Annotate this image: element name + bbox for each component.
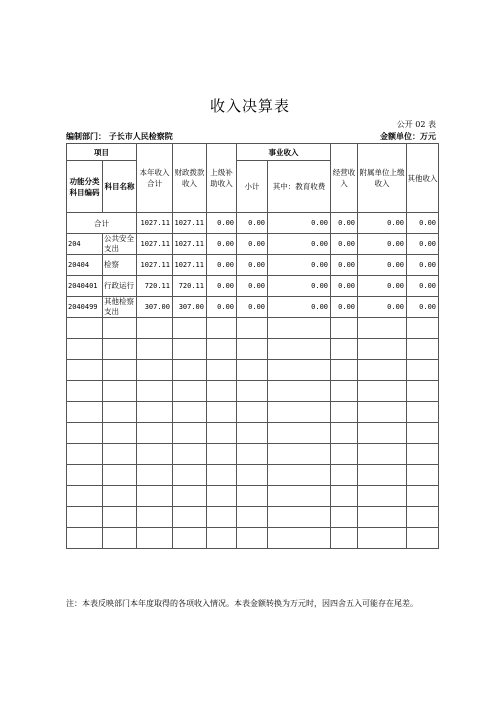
empty-cell — [137, 423, 173, 444]
amount-cell: 0.00 — [331, 234, 358, 255]
empty-cell — [103, 318, 137, 339]
empty-cell — [407, 360, 439, 381]
form-code: 公开 02 表 — [396, 120, 436, 129]
empty-cell — [331, 360, 358, 381]
empty-cell — [67, 381, 103, 402]
empty-cell — [358, 381, 407, 402]
table-title: 收入决算表 — [209, 97, 290, 115]
empty-cell — [207, 444, 237, 465]
amount-cell: 0.00 — [407, 234, 439, 255]
empty-cell — [67, 528, 103, 549]
amount-cell: 0.00 — [207, 255, 237, 276]
amount-unit: 金额单位：万元 — [380, 131, 436, 141]
empty-cell — [268, 528, 331, 549]
empty-cell — [173, 381, 207, 402]
empty-cell — [67, 318, 103, 339]
total-row — [67, 213, 439, 234]
department-line — [66, 131, 173, 142]
empty-cell — [173, 528, 207, 549]
empty-row — [67, 381, 439, 402]
header-education-fee: 其中：教育收费 — [268, 161, 331, 213]
header-project: 项目 — [67, 144, 137, 161]
empty-cell — [407, 507, 439, 528]
empty-cell — [103, 507, 137, 528]
empty-cell — [358, 507, 407, 528]
total-label: 合计 — [67, 213, 137, 234]
header-other-income: 其他收入 — [407, 144, 439, 213]
empty-cell — [173, 465, 207, 486]
empty-cell — [137, 402, 173, 423]
table-row — [67, 297, 439, 318]
empty-row — [67, 360, 439, 381]
header-fiscal-income: 财政拨款收入 — [173, 144, 207, 213]
empty-cell — [237, 507, 268, 528]
empty-cell — [137, 381, 173, 402]
empty-cell — [268, 423, 331, 444]
empty-cell — [137, 465, 173, 486]
subject-name-cell: 行政运行 — [103, 276, 137, 297]
empty-cell — [268, 339, 331, 360]
empty-cell — [268, 402, 331, 423]
empty-cell — [103, 465, 137, 486]
total-cell: 0.00 — [268, 213, 331, 234]
empty-cell — [331, 528, 358, 549]
empty-cell — [331, 486, 358, 507]
empty-cell — [67, 360, 103, 381]
empty-cell — [237, 318, 268, 339]
empty-cell — [358, 528, 407, 549]
empty-cell — [67, 507, 103, 528]
empty-cell — [237, 360, 268, 381]
func-code-cell: 20404 — [67, 255, 103, 276]
empty-cell — [407, 423, 439, 444]
empty-cell — [173, 486, 207, 507]
empty-cell — [67, 423, 103, 444]
footnote: 注：本表反映部门本年度取得的各项收入情况。本表金额转换为万元时，因四舍五入可能存在尾差。 — [66, 599, 418, 608]
empty-cell — [331, 507, 358, 528]
empty-cell — [207, 318, 237, 339]
empty-cell — [358, 339, 407, 360]
amount-cell: 0.00 — [237, 255, 268, 276]
empty-cell — [358, 465, 407, 486]
func-code-cell: 2040499 — [67, 297, 103, 318]
header-total-income: 本年收入合计 — [137, 144, 173, 213]
header-operating-income: 经营收入 — [331, 144, 358, 213]
amount-cell: 1027.11 — [173, 255, 207, 276]
empty-cell — [407, 339, 439, 360]
empty-row — [67, 465, 439, 486]
empty-cell — [67, 465, 103, 486]
amount-cell: 1027.11 — [137, 255, 173, 276]
empty-cell — [207, 381, 237, 402]
amount-cell: 0.00 — [358, 255, 407, 276]
empty-cell — [103, 339, 137, 360]
empty-cell — [103, 381, 137, 402]
empty-row — [67, 423, 439, 444]
empty-cell — [207, 339, 237, 360]
header-superior-subsidy: 上级补助收入 — [207, 144, 237, 213]
total-cell: 0.00 — [331, 213, 358, 234]
amount-cell: 0.00 — [268, 234, 331, 255]
empty-cell — [67, 339, 103, 360]
empty-cell — [67, 486, 103, 507]
empty-cell — [67, 444, 103, 465]
header-func-code: 功能分类科目编码 — [67, 161, 103, 213]
amount-cell: 1027.11 — [137, 234, 173, 255]
amount-cell: 1027.11 — [173, 234, 207, 255]
amount-cell: 0.00 — [207, 276, 237, 297]
empty-cell — [268, 318, 331, 339]
amount-cell: 0.00 — [237, 276, 268, 297]
empty-cell — [103, 528, 137, 549]
empty-row — [67, 444, 439, 465]
empty-cell — [407, 528, 439, 549]
amount-cell: 0.00 — [358, 276, 407, 297]
amount-cell: 0.00 — [331, 276, 358, 297]
empty-cell — [268, 465, 331, 486]
amount-cell: 0.00 — [268, 255, 331, 276]
amount-cell: 0.00 — [268, 297, 331, 318]
empty-cell — [237, 528, 268, 549]
empty-cell — [207, 360, 237, 381]
empty-cell — [358, 486, 407, 507]
empty-cell — [207, 423, 237, 444]
empty-cell — [407, 318, 439, 339]
empty-cell — [237, 402, 268, 423]
empty-cell — [358, 318, 407, 339]
empty-cell — [358, 423, 407, 444]
amount-cell: 720.11 — [173, 276, 207, 297]
table-row — [67, 255, 439, 276]
table-row — [67, 276, 439, 297]
empty-cell — [358, 444, 407, 465]
empty-row — [67, 339, 439, 360]
empty-cell — [407, 465, 439, 486]
func-code-cell: 2040401 — [67, 276, 103, 297]
header-affiliated-income: 附属单位上缴收入 — [358, 144, 407, 213]
header-subtotal: 小计 — [237, 161, 268, 213]
empty-cell — [268, 507, 331, 528]
amount-cell: 0.00 — [407, 255, 439, 276]
empty-cell — [137, 507, 173, 528]
amount-cell: 0.00 — [268, 276, 331, 297]
amount-cell: 720.11 — [137, 276, 173, 297]
empty-row — [67, 528, 439, 549]
empty-cell — [358, 402, 407, 423]
subject-name-cell: 检察 — [103, 255, 137, 276]
amount-cell: 307.00 — [137, 297, 173, 318]
amount-cell: 0.00 — [358, 297, 407, 318]
empty-cell — [173, 507, 207, 528]
empty-cell — [237, 444, 268, 465]
table-row — [67, 234, 439, 255]
empty-cell — [331, 381, 358, 402]
func-code-cell: 204 — [67, 234, 103, 255]
empty-cell — [173, 360, 207, 381]
empty-cell — [237, 423, 268, 444]
empty-cell — [407, 486, 439, 507]
header-subject-name: 科目名称 — [103, 161, 137, 213]
empty-row — [67, 507, 439, 528]
subject-name-cell: 其他检察支出 — [103, 297, 137, 318]
amount-cell: 0.00 — [407, 297, 439, 318]
total-cell: 0.00 — [207, 213, 237, 234]
department-name: 子长市人民检察院 — [108, 131, 173, 141]
empty-cell — [67, 402, 103, 423]
total-cell: 0.00 — [358, 213, 407, 234]
empty-cell — [207, 528, 237, 549]
empty-cell — [103, 423, 137, 444]
empty-cell — [173, 318, 207, 339]
empty-cell — [103, 486, 137, 507]
header-career-income: 事业收入 — [237, 144, 331, 161]
income-table — [66, 143, 439, 549]
table-body — [67, 213, 439, 549]
amount-cell: 0.00 — [358, 234, 407, 255]
empty-cell — [137, 360, 173, 381]
empty-row — [67, 318, 439, 339]
empty-cell — [407, 444, 439, 465]
empty-cell — [331, 402, 358, 423]
empty-cell — [173, 444, 207, 465]
empty-cell — [268, 381, 331, 402]
amount-cell: 0.00 — [207, 297, 237, 318]
empty-cell — [268, 360, 331, 381]
amount-cell: 307.00 — [173, 297, 207, 318]
department-label: 编制部门： — [66, 131, 106, 141]
empty-cell — [103, 402, 137, 423]
empty-row — [67, 486, 439, 507]
empty-cell — [137, 318, 173, 339]
empty-cell — [207, 465, 237, 486]
empty-cell — [407, 381, 439, 402]
subject-name-cell: 公共安全支出 — [103, 234, 137, 255]
empty-cell — [268, 486, 331, 507]
empty-cell — [331, 318, 358, 339]
total-cell: 1027.11 — [137, 213, 173, 234]
total-cell: 1027.11 — [173, 213, 207, 234]
empty-cell — [173, 402, 207, 423]
empty-cell — [237, 339, 268, 360]
empty-cell — [237, 465, 268, 486]
empty-cell — [268, 444, 331, 465]
empty-cell — [173, 339, 207, 360]
amount-cell: 0.00 — [331, 255, 358, 276]
empty-cell — [207, 402, 237, 423]
amount-cell: 0.00 — [407, 276, 439, 297]
amount-cell: 0.00 — [237, 234, 268, 255]
empty-cell — [207, 507, 237, 528]
empty-cell — [173, 423, 207, 444]
amount-cell: 0.00 — [331, 297, 358, 318]
empty-cell — [237, 381, 268, 402]
empty-cell — [137, 339, 173, 360]
empty-row — [67, 402, 439, 423]
empty-cell — [331, 423, 358, 444]
empty-cell — [331, 339, 358, 360]
empty-cell — [103, 360, 137, 381]
total-cell: 0.00 — [237, 213, 268, 234]
amount-cell: 0.00 — [207, 234, 237, 255]
empty-cell — [137, 486, 173, 507]
amount-cell: 0.00 — [237, 297, 268, 318]
empty-cell — [103, 444, 137, 465]
empty-cell — [407, 402, 439, 423]
empty-cell — [331, 444, 358, 465]
empty-cell — [137, 528, 173, 549]
empty-cell — [137, 444, 173, 465]
total-cell: 0.00 — [407, 213, 439, 234]
empty-cell — [331, 465, 358, 486]
empty-cell — [207, 486, 237, 507]
empty-cell — [237, 486, 268, 507]
empty-cell — [358, 360, 407, 381]
